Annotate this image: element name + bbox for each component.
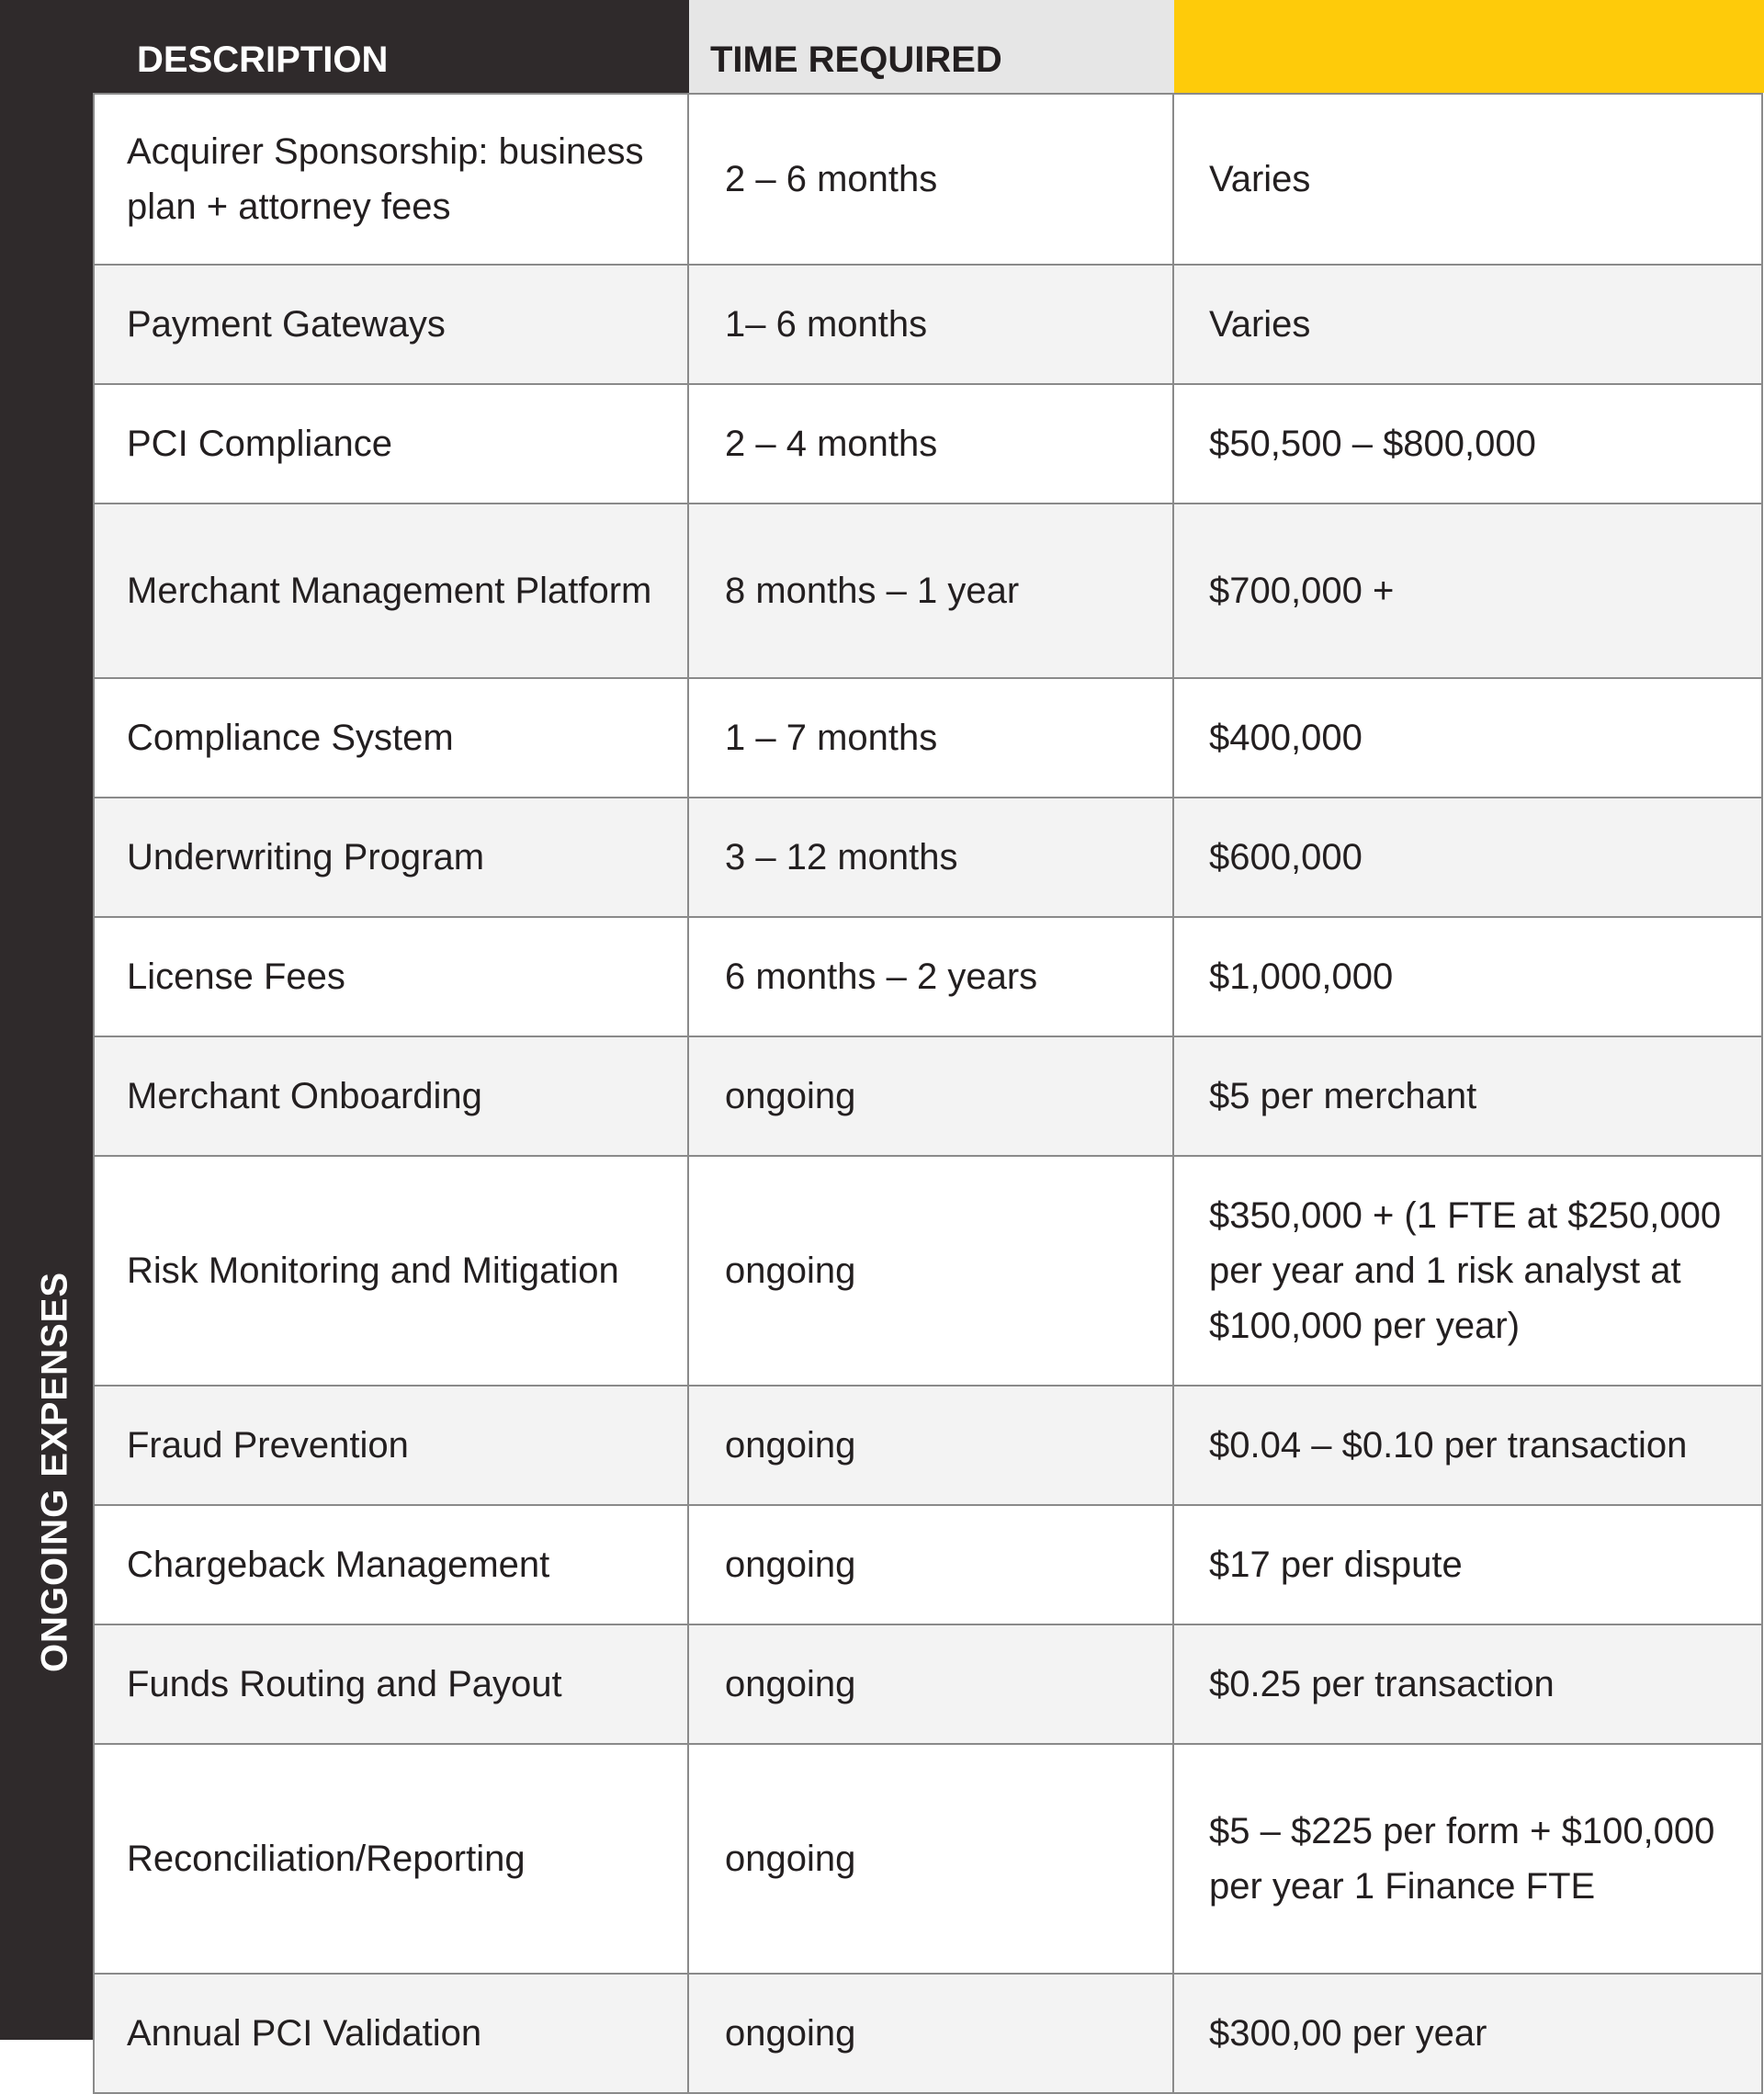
description-cell: Payment Gateways — [95, 266, 689, 383]
cost-cell: $600,000 — [1174, 798, 1763, 916]
time-cell: 2 – 4 months — [689, 385, 1174, 503]
time-cell: ongoing — [689, 1037, 1174, 1155]
expenses-table — [93, 93, 1763, 2094]
table-row — [95, 1745, 1763, 1975]
header-time-required: TIME REQUIRED — [689, 0, 1174, 93]
cost-cell: $5 – $225 per form + $100,000 per year 1 Finance FTE — [1174, 1745, 1763, 1973]
cost-cell: $300,00 per year — [1174, 1975, 1763, 2092]
description-cell: Compliance System — [95, 679, 689, 797]
cost-cell: Varies — [1174, 266, 1763, 383]
side-label: ONGOING EXPENSES — [34, 1271, 75, 1673]
table-row — [95, 266, 1763, 385]
description-cell: Funds Routing and Payout — [95, 1625, 689, 1743]
cost-cell: $1,000,000 — [1174, 918, 1763, 1036]
time-cell: ongoing — [689, 1745, 1174, 1973]
table-row — [95, 1157, 1763, 1387]
table-row — [95, 918, 1763, 1037]
table-row — [95, 1975, 1763, 2094]
description-cell: Fraud Prevention — [95, 1387, 689, 1504]
table-row — [95, 1506, 1763, 1625]
time-cell: 3 – 12 months — [689, 798, 1174, 916]
description-cell: PCI Compliance — [95, 385, 689, 503]
time-cell: 8 months – 1 year — [689, 504, 1174, 677]
time-cell: 1 – 7 months — [689, 679, 1174, 797]
cost-cell: $0.04 – $0.10 per transaction — [1174, 1387, 1763, 1504]
time-cell: ongoing — [689, 1625, 1174, 1743]
cost-cell: $5 per merchant — [1174, 1037, 1763, 1155]
time-cell: ongoing — [689, 1975, 1174, 2092]
cost-cell: $50,500 – $800,000 — [1174, 385, 1763, 503]
table-row — [95, 679, 1763, 798]
table-row — [95, 385, 1763, 504]
time-cell: 2 – 6 months — [689, 95, 1174, 264]
cost-cell: $400,000 — [1174, 679, 1763, 797]
description-cell: Reconciliation/Reporting — [95, 1745, 689, 1973]
cost-cell: $350,000 + (1 FTE at $250,000 per year and 1 risk analyst at $100,000 per year) — [1174, 1157, 1763, 1385]
description-cell: Risk Monitoring and Mitigation — [95, 1157, 689, 1385]
table-row — [95, 1037, 1763, 1157]
description-cell: Annual PCI Validation — [95, 1975, 689, 2092]
cost-cell: $17 per dispute — [1174, 1506, 1763, 1624]
time-cell: ongoing — [689, 1387, 1174, 1504]
description-cell: Chargeback Management — [95, 1506, 689, 1624]
side-bar — [0, 0, 94, 2040]
cost-cell: Varies — [1174, 95, 1763, 264]
description-cell: Underwriting Program — [95, 798, 689, 916]
table-row — [95, 1387, 1763, 1506]
description-cell: Acquirer Sponsorship: business plan + attorney fees — [95, 95, 689, 264]
time-cell: ongoing — [689, 1157, 1174, 1385]
description-cell: Merchant Onboarding — [95, 1037, 689, 1155]
table-row — [95, 504, 1763, 679]
cost-cell: $0.25 per transaction — [1174, 1625, 1763, 1743]
cost-cell: $700,000 + — [1174, 504, 1763, 677]
description-cell: Merchant Management Platform — [95, 504, 689, 677]
table-row — [95, 1625, 1763, 1745]
header-description: DESCRIPTION — [94, 0, 689, 93]
time-cell: ongoing — [689, 1506, 1174, 1624]
time-cell: 1– 6 months — [689, 266, 1174, 383]
header-cost — [1174, 0, 1764, 93]
table-row — [95, 95, 1763, 266]
time-cell: 6 months – 2 years — [689, 918, 1174, 1036]
description-cell: License Fees — [95, 918, 689, 1036]
table-row — [95, 798, 1763, 918]
